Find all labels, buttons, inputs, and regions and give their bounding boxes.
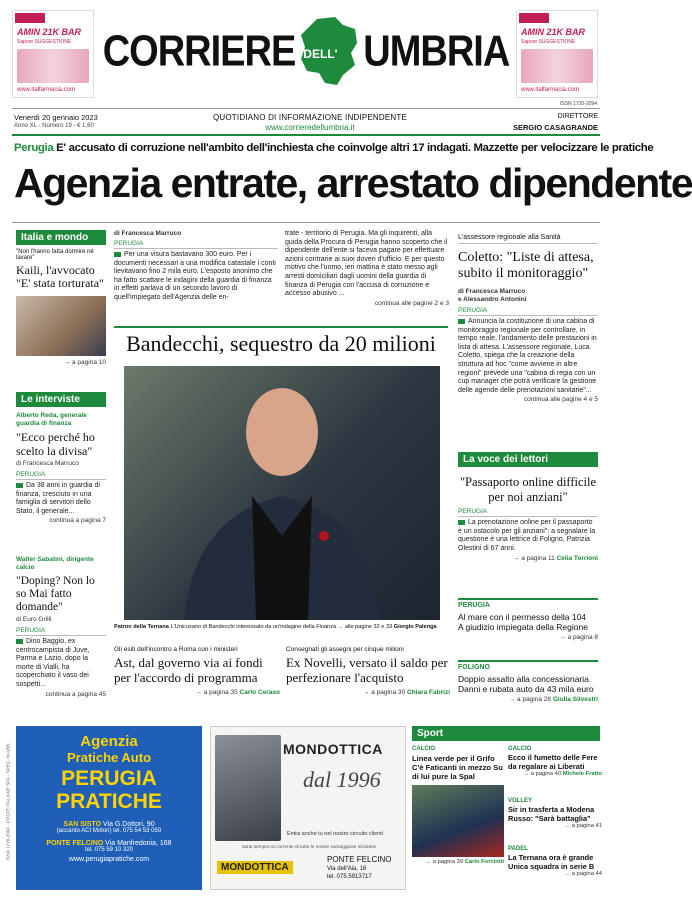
website-link[interactable]: www.corrieredellumbria.it bbox=[265, 123, 355, 132]
sport-item-1-tag: GALCIO bbox=[508, 746, 532, 752]
agenzia-url[interactable]: www.perugiapratiche.com bbox=[68, 856, 150, 863]
novelli-page[interactable]: → a pagina 30 Chiara Fabrizi bbox=[362, 689, 450, 696]
top-kicker-place: Perugia bbox=[14, 142, 54, 154]
kaili-photo bbox=[16, 296, 106, 356]
sport-item-2-page[interactable]: → a pagina 41 bbox=[564, 823, 602, 829]
top-kicker[interactable] bbox=[14, 142, 654, 154]
mondottica-tel: tel. 075.5913717 bbox=[327, 874, 372, 880]
sport-item-3[interactable] bbox=[508, 846, 602, 877]
main-story-section: PERUGIA bbox=[114, 240, 278, 249]
novelli-story[interactable] bbox=[286, 646, 450, 696]
bullet-icon bbox=[114, 252, 121, 257]
main-story-text2: trate - territorio di Perugia. Ma gli inquirenti, alla guida della Procura di Perugia hanno scoperto che il dipendente dell'ente si faceva pagare per effettuare azioni contrarie ai suoi doveri d'ufficio. E per questo motivo che l'uomo, ieri mattina è stato messo agli arresti domiciliari dagli uomini della guardia di finanza di Perugia con l'accusa di corruzione e accesso abusivo ... bbox=[285, 230, 448, 298]
agenzia-addr2b: tel. 075 59 10 320 bbox=[84, 847, 134, 853]
interview2-who: Walter Sabatini, dirigente calcio bbox=[16, 556, 94, 571]
director-label: DIRETTORE bbox=[557, 113, 598, 120]
coletto-continue[interactable]: continua alle pagine 4 e 5 bbox=[523, 396, 598, 404]
interviste-box[interactable] bbox=[16, 392, 106, 524]
interview2-section: PERUGIA bbox=[16, 627, 106, 636]
coletto-author2: e Alessandro Antonini bbox=[458, 296, 527, 303]
foligno-box[interactable] bbox=[458, 660, 598, 703]
mondottica-person-photo bbox=[215, 735, 281, 841]
interview1-title: "Ecco perché ho scelto la divisa" bbox=[16, 430, 95, 458]
foligno-box-page[interactable]: → a pagina 28 Giulia Silvestri bbox=[508, 696, 598, 703]
interview2-continue[interactable]: continua a pagina 45 bbox=[45, 690, 106, 698]
novelli-kicker: Consegnati gli assegni per cinque milioni bbox=[286, 646, 404, 653]
ast-title: Ast, dal governo via ai fondi per l'accordo di programma bbox=[114, 655, 263, 685]
interviste-label: Le interviste bbox=[16, 392, 106, 407]
side-vertical-note: ISSN 1720-2094 - POSTE ITALIANE SPA - SPED. IN ABB. bbox=[5, 742, 11, 861]
arrow-icon: → bbox=[337, 624, 344, 630]
sport-item-3-tag: PADEL bbox=[508, 846, 528, 852]
agenzia-addr2: PONTE FELCINO Via Manfredonia, 168 bbox=[46, 840, 172, 847]
sport-calcio-photo bbox=[412, 785, 504, 857]
ast-story[interactable] bbox=[114, 646, 280, 696]
masthead-title[interactable] bbox=[100, 22, 512, 82]
italia-mondo-title: Kaili, l'avvocato "E' stata torturata" bbox=[16, 263, 104, 290]
ear-ad-url: www.italfarmacia.com bbox=[17, 87, 76, 93]
perugia-box-page[interactable]: → a pagina 8 bbox=[559, 634, 598, 641]
umbria-region-icon bbox=[297, 17, 361, 87]
perugia-box-line1: Al mare con il permesso della 104 bbox=[458, 612, 587, 622]
interview2-box[interactable] bbox=[16, 556, 106, 698]
headline-rule bbox=[12, 222, 600, 223]
ast-page[interactable]: → a pagina 35 Carlo Ceraso bbox=[195, 689, 280, 696]
sport-calcio-tag: CALCIO bbox=[412, 746, 435, 752]
bandecchi-pages[interactable]: alle pagine 32 e 33 bbox=[344, 624, 393, 630]
coletto-title: Coletto: "Liste di attesa, subito il monitoraggio" bbox=[458, 250, 594, 281]
left-ear-ad[interactable] bbox=[12, 10, 94, 98]
bandecchi-portrait-icon bbox=[124, 366, 440, 620]
ear-ad-logo bbox=[519, 13, 549, 23]
lettori-section: PERUGIA bbox=[458, 508, 598, 517]
agenzia-addr1: SAN SISTO Via G.Dottori, 90 bbox=[63, 821, 155, 828]
mondottica-note1: Entra anche tu nel nostro circuito clienti bbox=[287, 831, 383, 837]
lettori-box[interactable] bbox=[458, 452, 598, 562]
perugia-box-label: PERUGIA bbox=[458, 598, 598, 609]
masthead-title-right: UMBRIA bbox=[363, 27, 510, 76]
sport-calcio[interactable] bbox=[412, 746, 504, 865]
bandecchi-caption-bold: Patron della Ternana bbox=[114, 624, 169, 630]
sport-item-2-tag: VOLLEY bbox=[508, 798, 533, 804]
interview1-author: di Francesca Marruco bbox=[16, 460, 79, 467]
top-kicker-text: E' accusato di corruzione nell'ambito dell'inchiesta che coinvolge altri 17 indagati. Mazzette per velocizzare le pratiche bbox=[56, 142, 654, 154]
mondottica-note2: sarai sempre al corrente di tutte le nostre vantaggiose iniziative bbox=[241, 845, 377, 850]
tagline: QUOTIDIANO DI INFORMAZIONE INDIPENDENTE bbox=[212, 113, 408, 122]
mondottica-brand2: MONDOTTICA bbox=[217, 861, 293, 874]
ear-ad-sub: Sapore SUGGESTIONE bbox=[521, 39, 576, 45]
mondottica-place: PONTE FELCINO bbox=[327, 855, 392, 864]
bullet-icon bbox=[16, 483, 23, 488]
agenzia-line3: PERUGIA bbox=[61, 767, 157, 790]
issue-line: Anno XL - Numero 19 - € 1,60 bbox=[14, 123, 94, 129]
main-story-col2[interactable] bbox=[285, 230, 449, 307]
sport-item-3-page[interactable]: → a pagina 44 bbox=[564, 871, 602, 877]
interview2-author: di Euro Grilli bbox=[16, 616, 52, 623]
interview1-who: Alberto Reda, generale guardia di finanza bbox=[16, 412, 87, 427]
coletto-author1: di Francesca Marruco bbox=[458, 288, 526, 295]
sport-item-2[interactable] bbox=[508, 798, 602, 829]
issn-label: ISSN 1720-2094 bbox=[560, 101, 597, 107]
coletto-text: Annuncia la costituzione di una cabina di monitoraggio regionale per controllare, in tempo reale, l'andamento delle prestazioni in lista di attesa. L'assessore regionale, Luca Coletto, spiega che la creazione della struttura ad hoc "come avviene in altre regioni" prevede una "cabina di regia con un cup manager che potrà verificare la gestione delle agende delle prenotazioni sanitarie"... bbox=[458, 318, 597, 394]
lettori-page[interactable]: → a pagina 11 Celia Torrioni bbox=[512, 555, 598, 563]
sport-item-1[interactable] bbox=[508, 746, 602, 777]
interview1-section: PERUGIA bbox=[16, 471, 106, 480]
bandecchi-author: Giorgio Palenga bbox=[393, 624, 437, 630]
coletto-section: PERUGIA bbox=[458, 307, 598, 316]
sport-item-3-title: La Ternana ora è grande Unica squadra in serie B bbox=[508, 853, 595, 871]
coletto-story[interactable] bbox=[458, 234, 598, 403]
coletto-kicker: L'assessore regionale alla Sanità bbox=[458, 234, 598, 244]
right-ear-ad[interactable] bbox=[516, 10, 598, 98]
ast-kicker: Gli esiti dell'incontro a Roma con i ministeri bbox=[114, 646, 238, 653]
masthead-title-left: CORRIERE bbox=[102, 27, 296, 76]
ear-ad-brand: AMIN 21K BAR bbox=[17, 27, 82, 37]
agenzia-pratiche-ad[interactable] bbox=[16, 726, 202, 890]
sport-section[interactable] bbox=[412, 726, 602, 890]
main-story-text1: Per una visura bastavano 300 euro. Per i documenti necessari a una modifica catastale i conti lievitavano fino 2 mila euro. L'esposto anonimo che ha fatto scattare le indagini della guardia di finanza in effetti parlava di un secondo lavoro di quell'impiegato dell'Agenzia delle en- bbox=[114, 251, 276, 301]
perugia-box-line2: A giudizio impiegata della Regione bbox=[458, 622, 588, 632]
agenzia-line2: Pratiche Auto bbox=[66, 750, 152, 765]
bullet-icon bbox=[458, 319, 465, 324]
foligno-box-line1: Doppio assalto alla concessionaria bbox=[458, 674, 589, 684]
ear-ad-sub: Sapore SUGGESTIONE bbox=[17, 39, 72, 45]
lettori-title: "Passaporto online difficile per noi anziani" bbox=[459, 475, 597, 504]
ear-ad-url: www.italfarmacia.com bbox=[521, 87, 580, 93]
sport-calcio-title: Linea verde per il Grifo C'è Faticanti in mezzo Su di lui pure la Spal bbox=[412, 754, 503, 781]
bandecchi-caption-text: L'Unicusano di Bandecchi interessato da un'indagine della Finanza bbox=[170, 624, 337, 630]
interview2-text: Dino Baggio, ex centrocampista di Juve, Parma e Lazio, dopo la morte di Vialli, ha scoperchiato il vaso dei sospetti... bbox=[16, 638, 90, 688]
interview1-text: Da 38 anni in guardia di finanza, cresciuto in una famiglia di servitori dello Stato, il generale... bbox=[16, 482, 100, 515]
masthead-title-dell: DELL' bbox=[303, 47, 338, 61]
ear-ad-brand: AMIN 21K BAR bbox=[521, 27, 586, 37]
sport-label: Sport bbox=[412, 726, 600, 741]
main-headline[interactable]: Agenzia entrate, arrestato dipendente bbox=[14, 160, 692, 206]
sport-calcio-page[interactable]: → a pagina 39 Carlo Forciniti bbox=[425, 859, 504, 865]
main-story-continue[interactable]: continua alle pagine 2 e 3 bbox=[374, 299, 449, 307]
foligno-box-label: FOLIGNO bbox=[458, 660, 598, 671]
ear-ad-product bbox=[521, 49, 593, 83]
italia-mondo-kicker: "Non l'hanno fatta dormire né lavare" bbox=[16, 249, 94, 261]
foligno-box-line2: Danni e rubata auto da 43 mila euro bbox=[458, 684, 594, 694]
bandecchi-caption bbox=[114, 624, 454, 630]
main-story-col1[interactable] bbox=[114, 230, 278, 303]
mondottica-since: dal 1996 bbox=[303, 767, 381, 792]
bullet-icon bbox=[458, 520, 465, 525]
ear-ad-product bbox=[17, 49, 89, 83]
main-story-author: di Francesca Marruco bbox=[114, 230, 182, 237]
director-name: SERGIO CASAGRANDE bbox=[512, 123, 598, 132]
bullet-icon bbox=[16, 639, 23, 644]
agenzia-line4: PRATICHE bbox=[56, 790, 162, 813]
mondottica-brand: MONDOTTICA bbox=[283, 741, 383, 757]
lettori-text: La prenotazione online per il passaporto è un ostacolo per gli anziani": a segnalare la questione è una lettrice di Foligno, Patrizia Olestini di 67 anni. bbox=[458, 519, 596, 552]
sport-item-2-title: Sir in trasferta a Modena Russo: "Sarà battaglia" bbox=[508, 805, 595, 823]
sport-item-1-page[interactable]: → a pagina 40 Michele Fratto bbox=[523, 771, 602, 777]
perugia-box[interactable] bbox=[458, 598, 598, 641]
ear-ad-logo bbox=[15, 13, 45, 23]
italia-mondo-label: Italia e mondo bbox=[16, 230, 106, 245]
italia-mondo-page: → a pagina 10 bbox=[63, 359, 106, 366]
date-line: Venerdì 20 gennaio 2023 bbox=[14, 113, 98, 122]
bandecchi-photo[interactable] bbox=[124, 366, 440, 620]
mondottica-ad[interactable] bbox=[210, 726, 406, 890]
mondottica-street: Via dell'Aia, 16 bbox=[327, 866, 367, 872]
novelli-title: Ex Novelli, versato il saldo per perfezionare l'acquisto bbox=[286, 655, 448, 685]
sport-item-1-title: Ecco il fumetto delle Fere da regalare ai Liberati bbox=[508, 753, 598, 771]
interview2-title: "Doping? Non lo so Mai fatto domande" bbox=[16, 575, 95, 613]
date-rule bbox=[12, 134, 600, 136]
agenzia-addr1b: (accanto ACI Motori) tel. 075 54 53 050 bbox=[56, 828, 162, 834]
italia-mondo-box[interactable] bbox=[16, 230, 106, 366]
bandecchi-title[interactable]: Bandecchi, sequestro da 20 milioni bbox=[114, 326, 448, 358]
agenzia-line1: Agenzia bbox=[80, 733, 138, 750]
interview1-continue[interactable]: continua a pagina 7 bbox=[49, 517, 106, 525]
masthead-rule bbox=[12, 108, 600, 109]
lettori-label: La voce dei lettori bbox=[458, 452, 598, 467]
